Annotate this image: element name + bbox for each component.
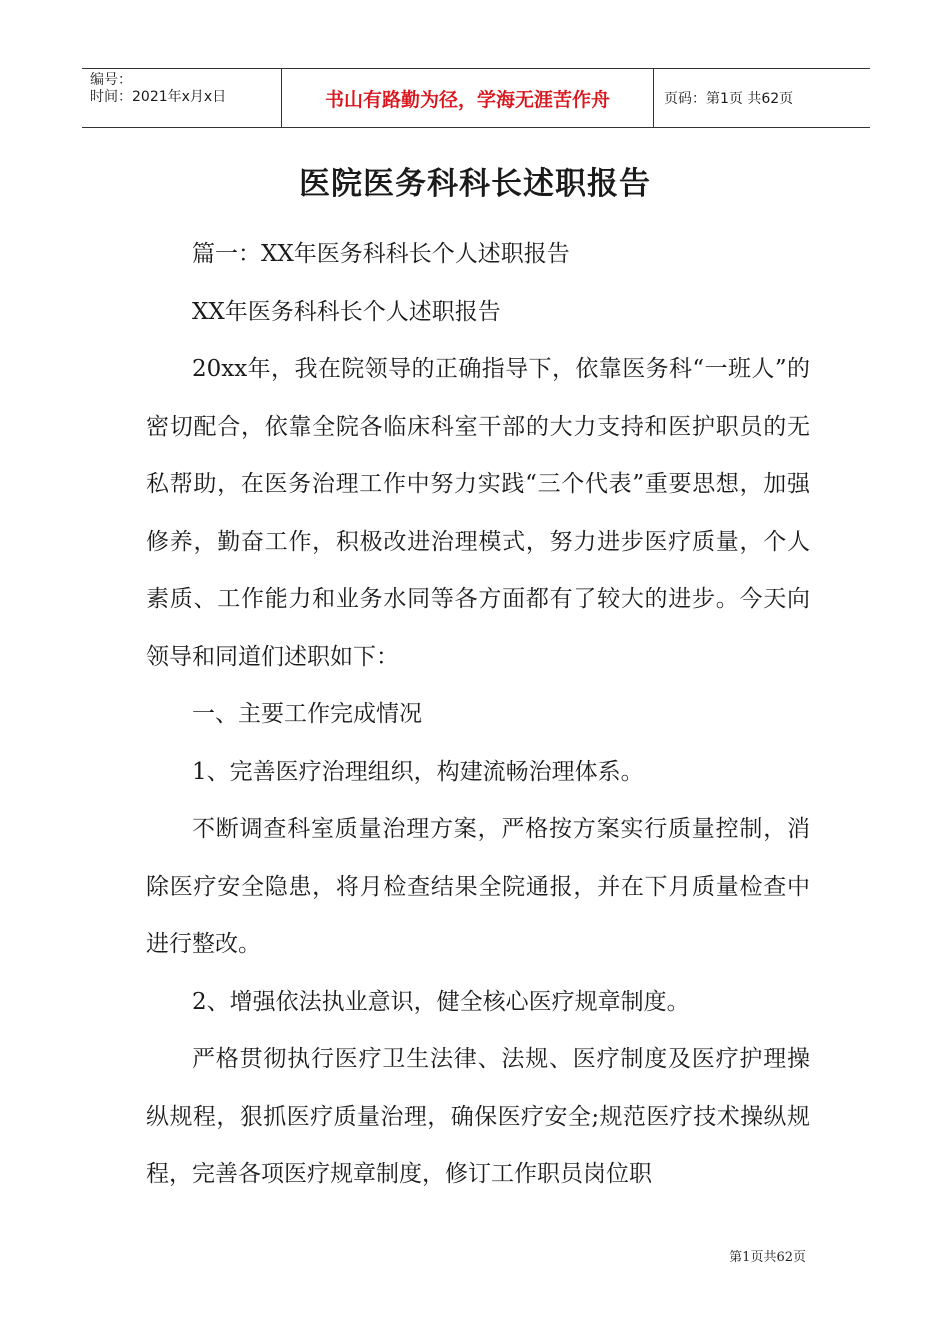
- section-heading: 一、主要工作完成情况: [192, 701, 422, 727]
- date-label: 时间：2021年x月x日: [90, 89, 227, 105]
- paragraph: 篇一：XX年医务科科长个人述职报告: [192, 241, 570, 267]
- document-title: 医院医务科科长述职报告: [299, 166, 651, 202]
- subsection-heading: 1、完善医疗治理组织，构建流畅治理体系。: [192, 758, 644, 785]
- document-header: [82, 68, 870, 128]
- page-footer: 第1页共62页: [729, 1250, 806, 1265]
- header-page-info: 页码：第1页 共62页: [664, 91, 794, 107]
- paragraph: 不断调查科室质量治理方案，严格按方案实行质量控制，消除医疗安全隐患，将月检查结果全院通报，并在下月质量检查中进行整改。: [146, 816, 810, 957]
- serial-label: 编号：: [90, 72, 132, 88]
- paragraph: 严格贯彻执行医疗卫生法律、法规、医疗制度及医疗护理操纵规程，狠抓医疗质量治理，确保医疗安全;规范医疗技术操纵规程，完善各项医疗规章制度，修订工作职员岗位职: [146, 1046, 810, 1187]
- subsection-heading: 2、增强依法执业意识，健全核心医疗规章制度。: [192, 988, 690, 1015]
- header-meta: [82, 69, 282, 127]
- paragraph: XX年医务科科长个人述职报告: [192, 298, 501, 325]
- header-motto: 书山有路勤为径，学海无涯苦作舟: [282, 69, 654, 127]
- document-body: [146, 226, 810, 1204]
- paragraph: 20xx年，我在院领导的正确指导下，依靠医务科“一班人”的密切配合，依靠全院各临床科室干部的大力支持和医护职员的无私帮助，在医务治理工作中努力实践“三个代表”重要思想，加强修养，勤奋工作，积极改进治理模式，努力进步医疗质量，个人素质、工作能力和业务水同等各方面都有了较大的进步。今天向领导和同道们述职如下：: [146, 356, 810, 670]
